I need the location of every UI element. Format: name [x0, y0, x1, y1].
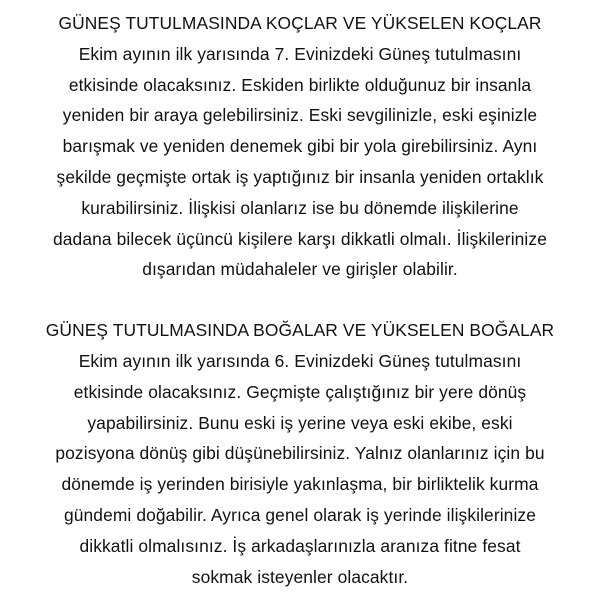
text-line: pozisyona dönüş gibi düşünebilirsiniz. Yalnız olanlarınız için bu — [55, 443, 545, 464]
section-bogalar — [14, 315, 586, 592]
section-body — [14, 39, 586, 285]
text-line: dönemde iş yerinden birisiyle yakınlaşma, bir birliktelik kurma — [61, 474, 539, 495]
text-line: Ekim ayının ilk yarısında 7. Evinizdeki Güneş tutulmasını — [78, 43, 522, 64]
text-line: sokmak isteyenler olacaktır. — [191, 566, 409, 587]
text-line: dışarıdan müdahaleler ve girişler olabilir. — [142, 259, 458, 280]
text-line: dadana bilecek üçüncü kişilere karşı dikkatli olmalı. İlişkilerinize — [53, 228, 547, 249]
text-line: kurabilirsiniz. İlişkisi olanlarız ise bu dönemde ilişkilerine — [81, 197, 519, 218]
text-line: Ekim ayının ilk yarısında 6. Evinizdeki Güneş tutulmasını — [78, 350, 522, 371]
text-line: etkisinde olacaksınız. Geçmişte çalıştığınız bir yere dönüş — [73, 381, 527, 402]
section-koclar — [14, 8, 586, 285]
text-line: şekilde geçmişte ortak iş yaptığınız bir insanla yeniden ortaklık — [56, 166, 544, 187]
text-line: gündemi doğabilir. Ayrıca genel olarak iş yerinde ilişkilerinize — [63, 504, 536, 525]
text-line: etkisinde olacaksınız. Eskiden birlikte olduğunuz bir insanla — [68, 74, 532, 95]
section-title: GÜNEŞ TUTULMASINDA KOÇLAR VE YÜKSELEN KOÇLAR — [58, 13, 542, 33]
text-line: barışmak ve yeniden denemek gibi bir yola girebilirsiniz. Aynı — [62, 136, 538, 157]
section-title: GÜNEŞ TUTULMASINDA BOĞALAR VE YÜKSELEN BOĞALAR — [45, 320, 555, 341]
text-line: dikkatli olmalısınız. İş arkadaşlarınızla aranıza fitne fesat — [79, 535, 521, 556]
section-body — [14, 346, 586, 592]
text-line: yapabilirsiniz. Bunu eski iş yerine veya eski ekibe, eski — [87, 412, 513, 433]
text-line: yeniden bir araya gelebilirsiniz. Eski sevgilinizle, eski eşinizle — [62, 105, 538, 126]
